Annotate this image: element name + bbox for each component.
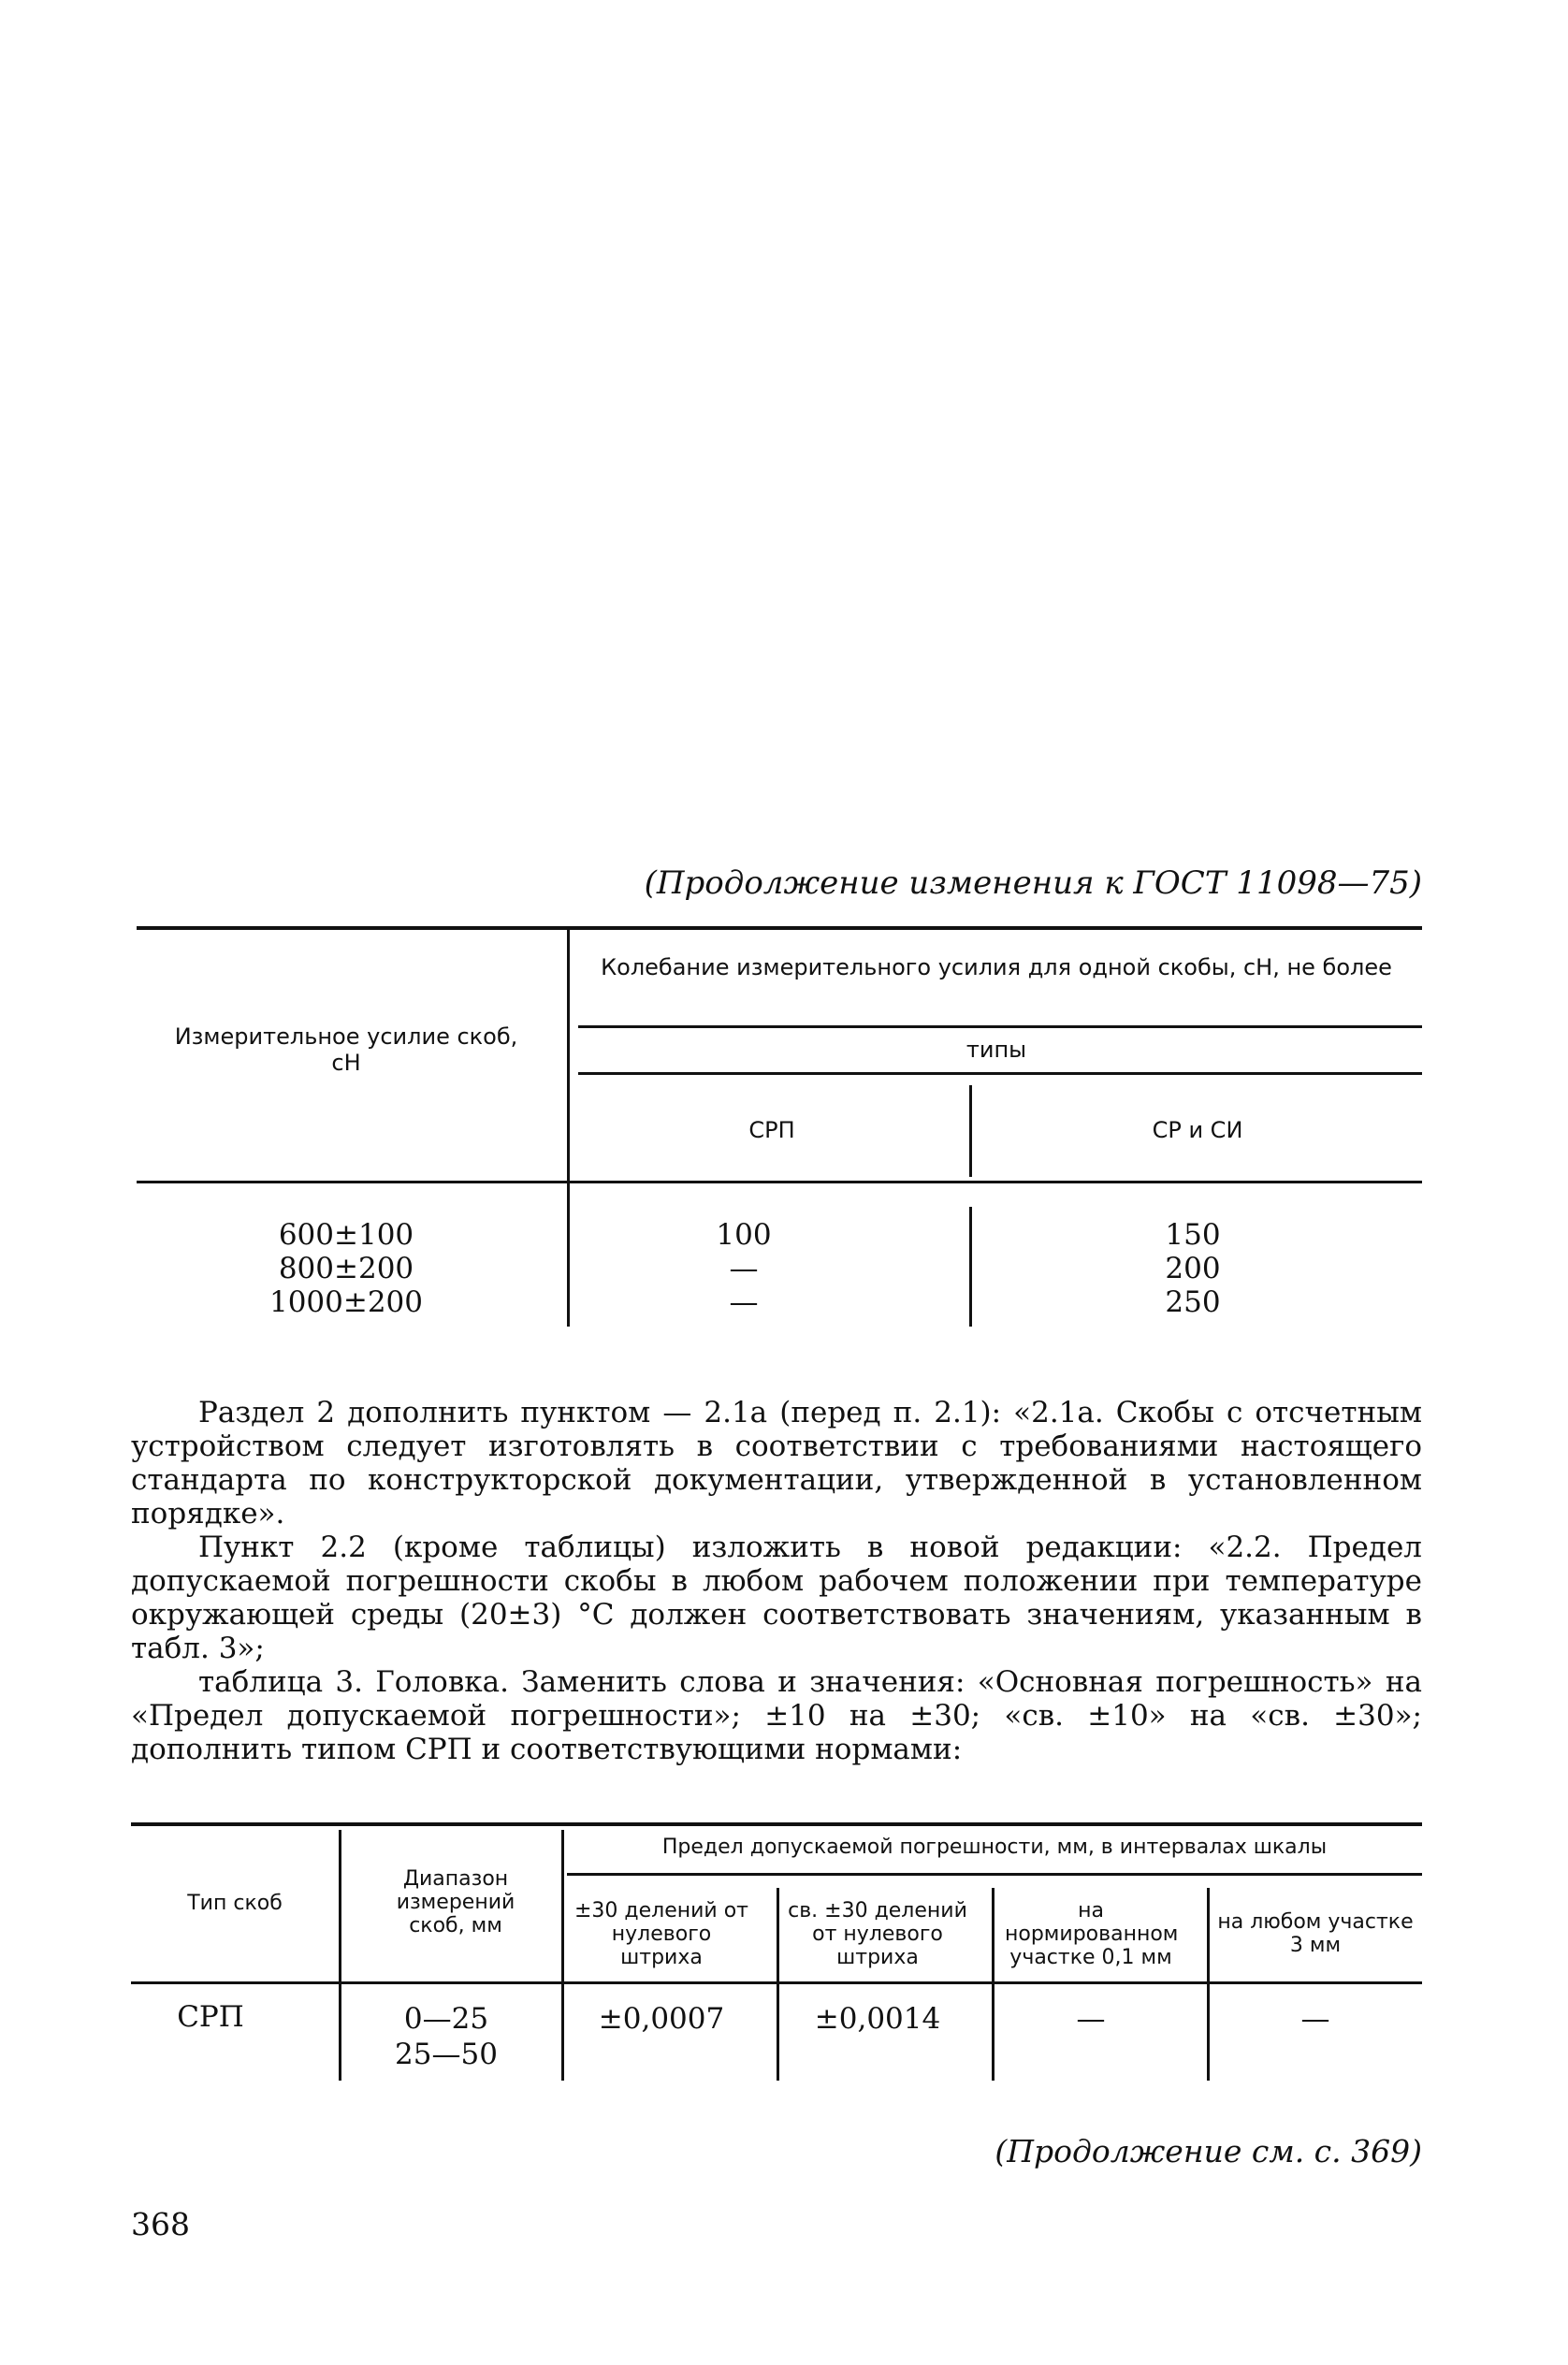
sr-si-value: 150 <box>1165 1218 1221 1252</box>
force-value: 1000±200 <box>269 1285 424 1319</box>
col-header-over-30: св. ±30 делений от нулевого штриха <box>788 1899 967 1969</box>
body-text <box>131 1396 1422 1766</box>
range-value: 25—50 <box>395 2038 498 2071</box>
tolerance-any: — <box>1300 2002 1330 2036</box>
col-header-range: Диапазон измерений скоб, мм <box>396 1867 515 1937</box>
col-header-srp: СРП <box>748 1117 795 1143</box>
col-header-normed-section: на нормированном участке 0,1 мм <box>1005 1899 1179 1969</box>
tolerance-within-30: ±0,0007 <box>598 2002 725 2036</box>
col-header-within-30: ±30 делений от нулевого штриха <box>573 1899 748 1969</box>
tolerance-normed: — <box>1076 2002 1106 2036</box>
page-header: (Продолжение изменения к ГОСТ 11098—75) <box>644 864 1422 902</box>
col-header-type: Тип скоб <box>187 1892 283 1915</box>
sr-si-value: 250 <box>1165 1285 1221 1319</box>
paragraph: таблица 3. Головка. Заменить слова и значения: «Основная погрешность» на «Предел допускаемой погрешности»; ±10 на ±30; «св. ±10» на «св. ±30»; дополнить типом СРП и соответствующими нормами: <box>131 1665 1422 1766</box>
page-number: 368 <box>131 2206 190 2242</box>
continuation-note: (Продолжение см. с. 369) <box>995 2133 1422 2169</box>
group-header-tolerance: Предел допускаемой погрешности, мм, в интервалах шкалы <box>661 1835 1328 1859</box>
srp-value: — <box>729 1285 759 1319</box>
scoba-type: СРП <box>177 2000 244 2034</box>
paragraph: Раздел 2 дополнить пунктом — 2.1а (перед п. 2.1): «2.1а. Скобы с отсчетным устройством следует изготовлять в соответствии с требованиями настоящего стандарта по конструкторской документации, утвержденной в установленном порядке». <box>131 1396 1422 1531</box>
range-value: 0—25 <box>403 2002 489 2036</box>
col-header-any-section: на любом участке 3 мм <box>1217 1910 1414 1957</box>
tolerance-over-30: ±0,0014 <box>814 2002 941 2036</box>
types-header: типы <box>965 1037 1027 1063</box>
col-header-sr-si: СР и СИ <box>1152 1117 1243 1143</box>
col-header-force: Измерительное усилие скоб, сН <box>174 1023 518 1076</box>
sr-si-value: 200 <box>1165 1252 1221 1285</box>
srp-value: — <box>729 1252 759 1285</box>
paragraph: Пункт 2.2 (кроме таблицы) изложить в новой редакции: «2.2. Предел допускаемой погрешности скобы в любом рабочем положении при температуре окружающей среды (20±3) °С должен соответствовать значениям, указанным в табл. 3»; <box>131 1531 1422 1665</box>
force-value: 600±100 <box>278 1218 414 1252</box>
group-header-variation: Колебание измерительного усилия для одной скобы, сН, не более <box>601 954 1392 980</box>
force-value: 800±200 <box>278 1252 414 1285</box>
srp-value: 100 <box>716 1218 772 1252</box>
